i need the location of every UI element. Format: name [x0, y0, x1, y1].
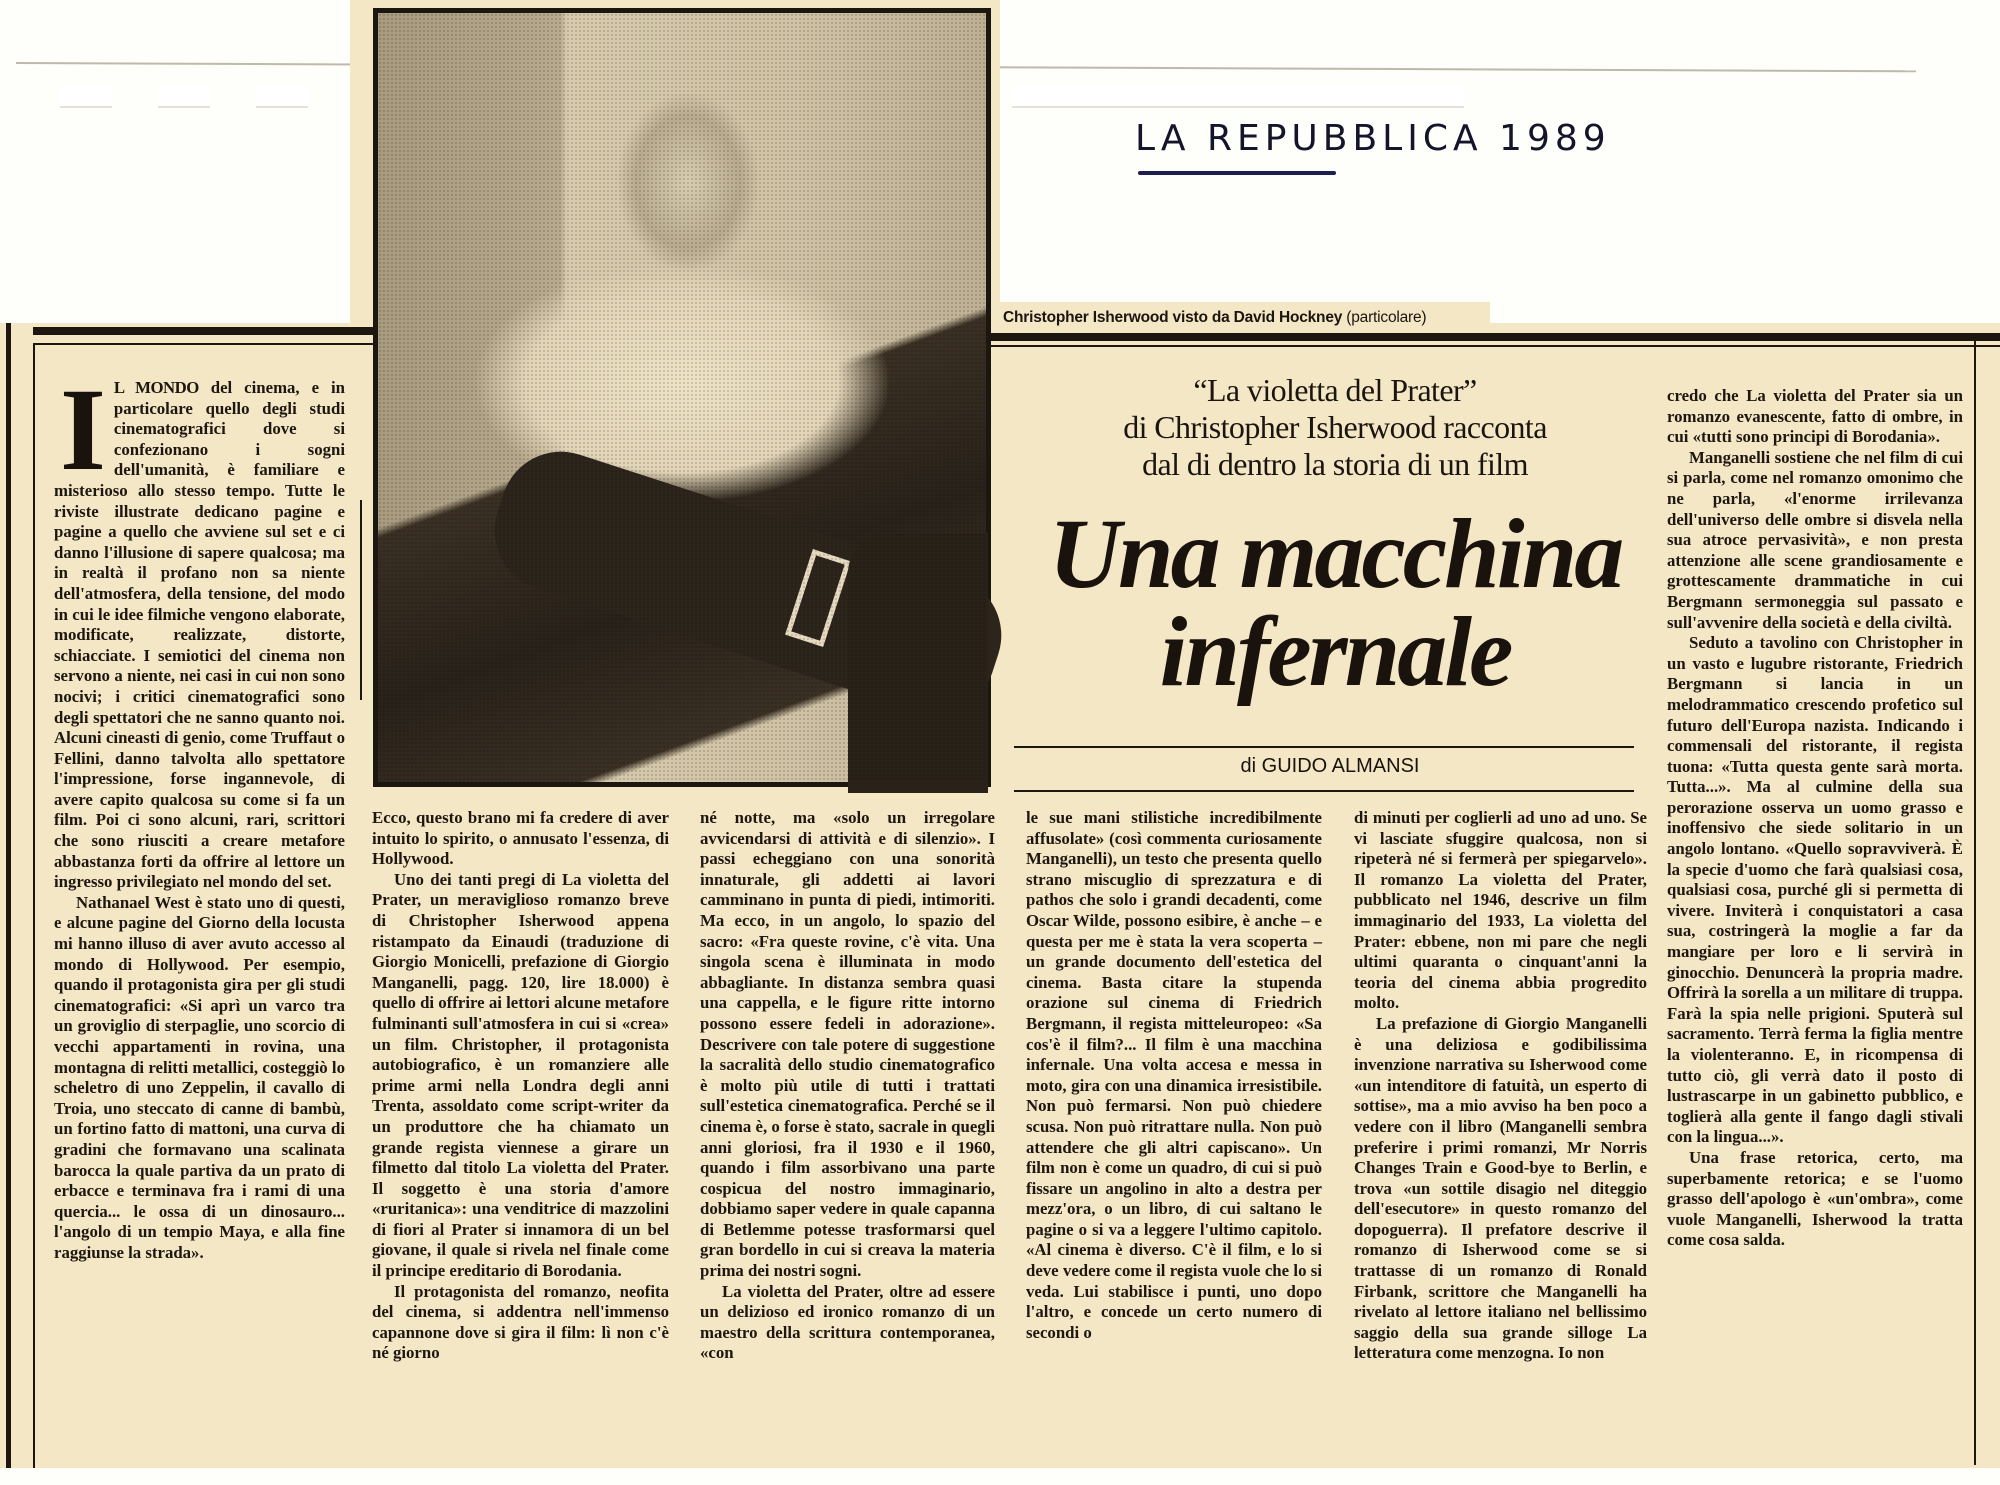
- article-column-4: [1026, 808, 1322, 1343]
- paragraph: Ecco, questo brano mi fa credere di aver intuito lo spirito, o annusato l'essenza, di Hollywood.: [372, 808, 669, 869]
- article-headline: [1010, 498, 1660, 707]
- paragraph: credo che La violetta del Prater sia un romanzo evanescente, fatto di ombre, in cui «tutti sono principi di Borodania».: [1667, 386, 1963, 447]
- paragraph: le sue mani stilistiche incredibilmente affusolate» (così commenta curiosamente Manganelli), un testo che presenta quello strano miscuglio di sprezzatura e di pathos che solo i grandi decadenti, come Oscar Wilde, possono esibire, è anche – e questa per me è stata la vera scoperta – un grande documento dell'estetica del cinema. Basta citare la stupenda orazione sul cinema di Friedrich Bergmann, il regista mitteleuropeo: «Sa cos'è il film?... Il film è una macchina infernale. Una volta accesa e messa in moto, gira con una dinamica irresistibile. Non può fermarsi. Non può chiedere scusa. Non può ritrattare nulla. Non può attendere che gli altri capiscano». Un film non è come un quadro, di cui si può fissare un angolino in alto a destra per mezz'ora, o un libro, di cui saltano le pagine o si va a leggere l'ultimo capitolo. «Al cinema è diverso. C'è il film, e lo si deve vedere come il regista vuole che lo si veda. Lui stabilisce i punti, uno dopo l'altro, e concede un certo numero di secondi o: [1026, 808, 1322, 1342]
- article-kicker: [1030, 372, 1640, 483]
- handwritten-underline: [1138, 171, 1336, 175]
- outer-left-border: [6, 323, 11, 1468]
- photo-halftone-texture: [378, 13, 986, 782]
- sheet-notch: [158, 86, 210, 108]
- sheet-notch: [1312, 86, 1364, 108]
- photo-caption-regular: (particolare): [1346, 309, 1427, 326]
- drop-cap: I: [60, 364, 106, 495]
- column-border-right: [1974, 340, 1976, 1465]
- article-column-3: [700, 808, 995, 1364]
- portrait-photo-isherwood: [373, 8, 991, 787]
- sheet-notch: [60, 86, 112, 108]
- top-thick-rule-left: [33, 327, 373, 335]
- kicker-line: “La violetta del Prater”: [1193, 372, 1477, 408]
- handwritten-source-label: LA REPUBBLICA 1989: [1135, 118, 1611, 159]
- top-thin-rule-right: [990, 345, 2000, 347]
- paragraph: Seduto a tavolino con Christopher in un vasto e lugubre ristorante, Friedrich Bergmann si lancia in un melodrammatico crescendo profetico sul futuro dell'Europa nazista. Indicando i commensali del ristorante, il regista tuona: «Tutta questa gente sarà morta. Tutta...». Ma al culmine della sua perorazione osserva un uomo grasso e inoffensivo che siede solitario in un angolo lontano. «Quello sopravviverà. È la specie d'uomo che farà qualsiasi cosa, qualsiasi cosa, purché gli si permetta di vivere. Inviterà i conquistatori a casa sua, costringerà la moglie a far da mangiare per loro e li servirà in ginocchio. Denuncerà la propria madre. Offrirà la sorella a un militare di truppa. Farà la spia nelle prigioni. Sputerà sul sacramento. Terrà ferma la figlia mentre la violenteranno. E, in ricompensa di tutto ciò, gli verrà dato il posto di lustrascarpe in un gabinetto pubblico, e toglierà alla gente il fango dagli stivali con la lingua...».: [1667, 633, 1963, 1147]
- sheet-notch: [1012, 86, 1064, 108]
- kicker-line: di Christopher Isherwood racconta: [1123, 409, 1547, 445]
- article-column-6: [1667, 386, 1963, 1251]
- paragraph: né notte, ma «solo un irregolare avvicendarsi di attività e di silenzio». I passi echeggiano con una sonorità innaturale, gli addetti ai lavori camminano in punta di piedi, intimoriti. Ma ecco, in un angolo, lo spazio del sacro: «Fra queste rovine, c'è vita. Una singola scena è illuminata in modo abbagliante. In distanza sembra quasi una cappella, e le figure ritte intorno possono essere fedeli in adorazione». Descrivere con tale potere di suggestione la sacralità dello studio cinematografico è molto più utile di tutti i trattati sull'estetica cinematografica. Perché se il cinema è, o forse è stato, sacrale in quegli anni gloriosi, fra il 1930 e il 1960, quando i film assorbivano una parte cospicua del nostro immaginario, dobbiamo saper vedere in quale capanna di Betlemme potesse trasformarsi quel gran bordello in cui si creava la materia prima dei nostri sogni.: [700, 808, 995, 1281]
- paragraph: La violetta del Prater, oltre ad essere un delizioso ed ironico romanzo di un maestro della scrittura contemporanea, «con: [700, 1281, 995, 1363]
- article-column-2: [372, 808, 669, 1364]
- photo-caption-bold: Christopher Isherwood visto da David Hockney: [1003, 309, 1343, 326]
- article-column-1: [54, 364, 345, 1264]
- sheet-notch: [1212, 86, 1264, 108]
- kicker-line: dal di dentro la storia di un film: [1142, 446, 1528, 482]
- sheet-notch: [1362, 86, 1414, 108]
- column-border-left: [33, 343, 35, 1468]
- sheet-notch: [256, 86, 308, 108]
- lead-caps: L MONDO: [113, 378, 199, 397]
- paragraph: Nathanael West è stato uno di questi, e alcune pagine del Giorno della locusta mi hanno illuso di aver avuto accesso al mondo di Hollywood. Per esempio, quando il protagonista gira per gli studi cinematografici: «Si aprì un varco tra un groviglio di sterpaglie, uno scorcio di vecchi appartamenti in rovina, una montagna di relitti metallici, costeggiò lo scheletro di uno Zeppelin, il cavallo di Troia, uno steccato di canne di bambù, un fortino fatto di mattoni, una curva di gradini che formavano una scalinata barocca la quale partiva da un prato di erbacce e terminava fra i rami di una quercia... le ossa di un dinosauro... l'angolo di un tempio Maya, e alla fine raggiunse la strada».: [54, 892, 345, 1262]
- top-thin-rule-left: [33, 343, 373, 345]
- paragraph: La prefazione di Giorgio Manganelli è una deliziosa e godibilissima invenzione narrativa su Isherwood come «un intenditore di fatuità, un esperto di sottise», ma a mio avviso ha ben poco a vedere con il libro (Manganelli sembra preferire i primi romanzi, Mr Norris Changes Train e Good-bye to Berlin, e trova «un sottile disagio nel diteggio dell'esecutore» in questo romanzo del dopoguerra). Il prefatore descrive il romanzo di Isherwood come se si trattasse di un romanzo di Ronald Firbank, scrittore che Manganelli ha rivelato al lettore italiano nel bellissimo saggio della sua grande silloge La letteratura come menzogna. Io non: [1354, 1013, 1647, 1363]
- sheet-notch: [1062, 86, 1114, 108]
- photo-caption: [1003, 309, 1426, 327]
- paragraph: Uno dei tanti pregi di La violetta del Prater, un meraviglioso romanzo breve di Christopher Isherwood appena ristampato da Einaudi (traduzione di Giorgio Monicelli, prefazione di Giorgio Manganelli, pagg. 120, lire 18.000) è quello di offrire ai lettori alcune metafore fulminanti sull'atmosfera in cui si «crea» un film. Christopher, il protagonista autobiografico, è un romanziere alle prime armi nella Londra degli anni Trenta, assoldato come script-writer da un produttore che ha chiamato un grande regista viennese a girare un filmetto dal titolo La violetta del Prater. Il soggetto è una storia d'amore «ruritanica»: una venditrice di mazzolini di fiori al Prater si innamora di un bel giovane, il quale si rivela nel finale come il principe ereditario di Borodania.: [372, 869, 669, 1281]
- byline-rule-bottom: [1014, 790, 1634, 792]
- paragraph: Manganelli sostiene che nel film di cui si parla, come nel romanzo omonimo che ne parla, «l'enorme irrilevanza dell'universo delle ombre si disvela nella sua atroce pervasività», e non presta attenzione alle scene grandiosamente e grottescamente drammatiche in cui Bergmann sermoneggia sul passato e sull'avvenire della società e della civiltà.: [1667, 447, 1963, 632]
- sheet-notch: [1412, 86, 1464, 108]
- top-thick-rule-right: [990, 333, 2000, 341]
- sheet-notch: [1162, 86, 1214, 108]
- paragraph: di minuti per coglierli ad uno ad uno. Se vi lasciate sfuggire qualcosa, non si ripeterà né si fermerà per spiegarvelo». Il romanzo La violetta del Prater, pubblicato nel 1946, descrive un film immaginario del 1933, La violetta del Prater: ebbene, non mi pare che negli ultimi quaranta o cinquant'anni la teoria del cinema abbia progredito molto.: [1354, 808, 1647, 1013]
- column-separator-mark: [360, 500, 362, 700]
- paragraph: Il protagonista del romanzo, neofita del cinema, si addentra nell'immenso capannone dove si gira il film: lì non c'è né giorno: [372, 1281, 669, 1363]
- paragraph: Una frase retorica, certo, ma superbamente retorica; e se l'uomo grasso dell'apologo è «un'ombra», come vuole Manganelli, Isherwood la tratta come cosa salda.: [1667, 1147, 1963, 1250]
- headline-line: Una macchina: [1048, 498, 1622, 609]
- article-byline: di GUIDO ALMANSI: [1240, 755, 1420, 777]
- paragraph-text: del cinema, e in particolare quello degli studi cinematografici dove si confezionano i sogni dell'umanità, è familiare e misterioso allo stesso tempo. Tutte le riviste illustrate dedicano pagine e pagine a quello che avviene sul set e ci danno l'illusione di sapere qualcosa; ma in realtà il profano non sa niente dell'atmosfera, della tensione, del modo in cui le idee filmiche vengono elaborate, modificate, realizzate, distorte, schiacciate. I semiotici del cinema non servono a niente, nei casi in cui non sono nocivi; i critici cinematografici sono degli spettatori che ne sanno quanto noi. Alcuni cineasti di genio, come Truffaut o Fellini, danno talvolta allo spettatore l'impressione, forse ingannevole, di avere capito qualcosa su come si fa un film. Poi ci sono alcuni, rari, scrittori che sono riusciti a creare metafore abbastanza forti da offrire al lettore un ingresso privilegiato nel mondo del set.: [54, 378, 345, 892]
- sheet-notch: [1262, 86, 1314, 108]
- sheet-notch: [1112, 86, 1164, 108]
- byline-rule-top: [1014, 746, 1634, 748]
- article-column-5: [1354, 808, 1647, 1364]
- headline-line: infernale: [1159, 596, 1511, 707]
